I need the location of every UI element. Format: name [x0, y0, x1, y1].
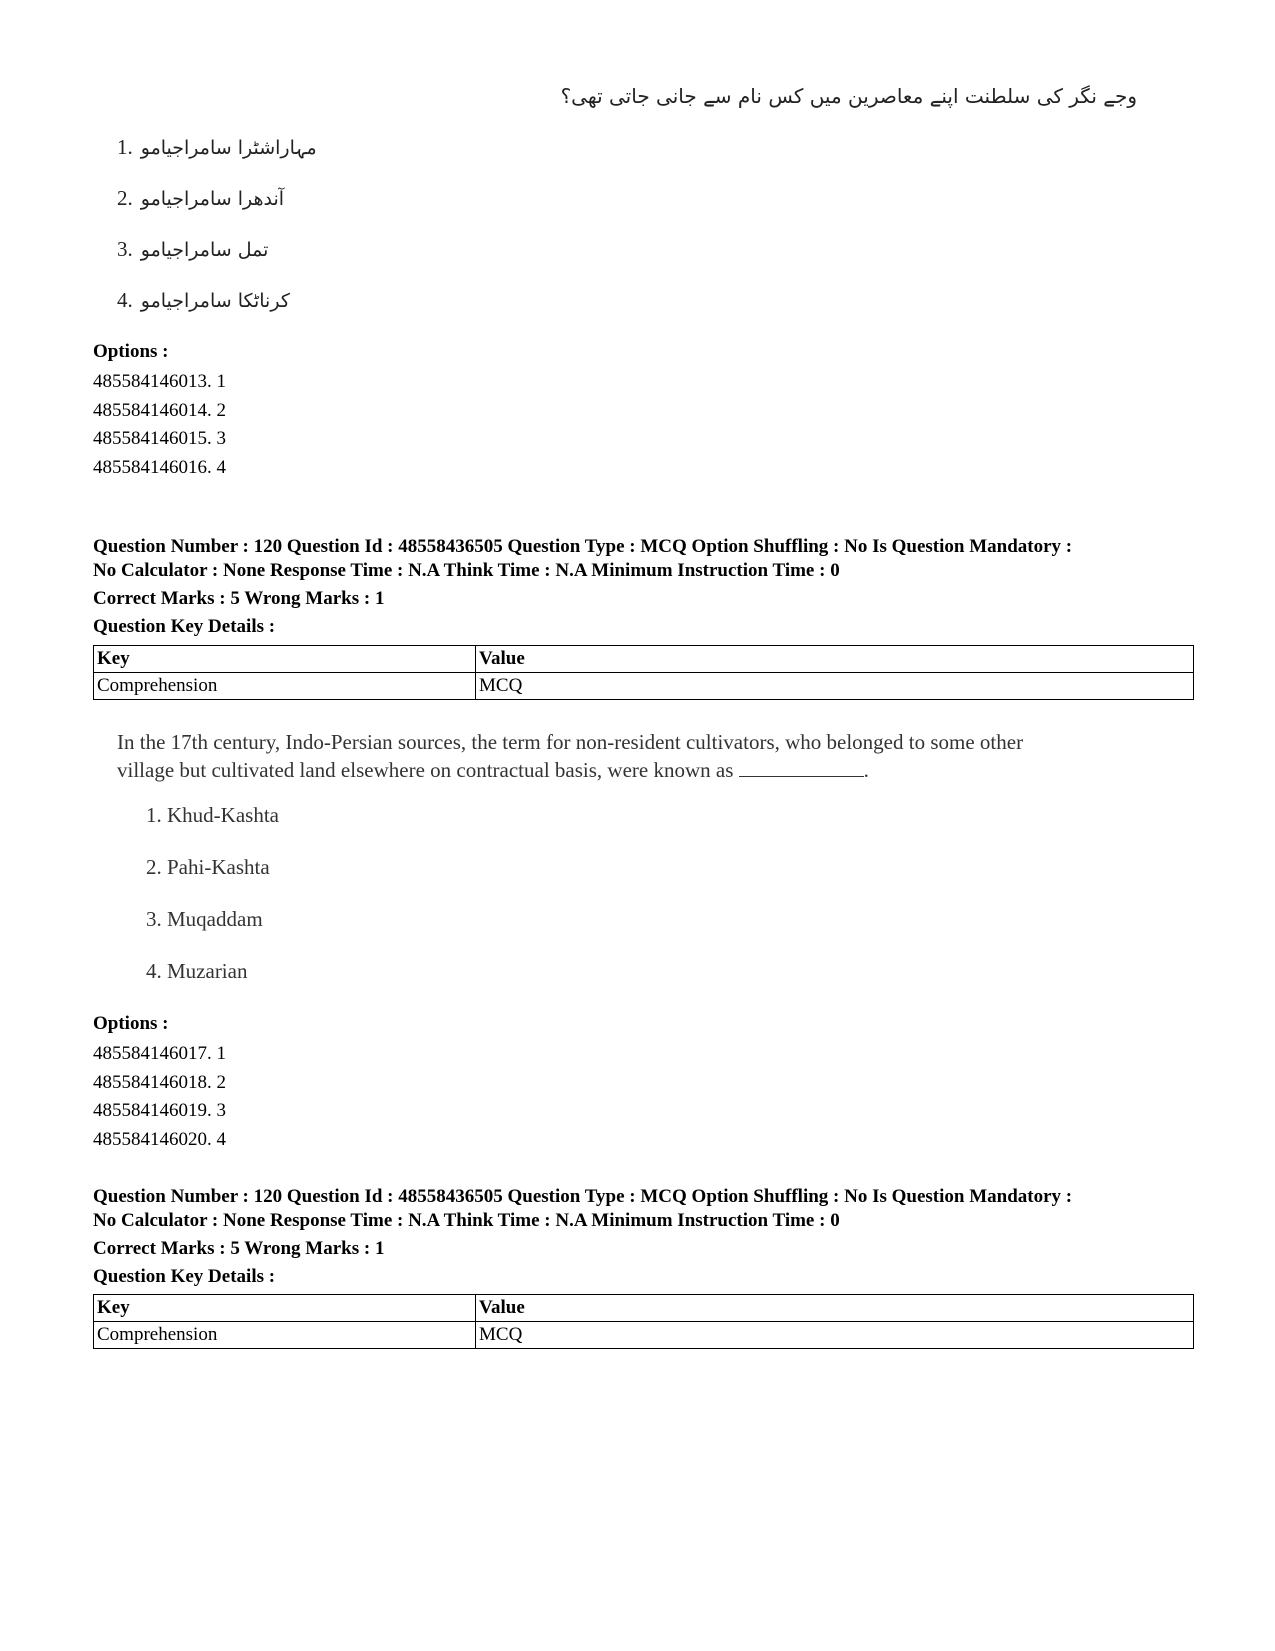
table-header-key: Key [94, 646, 476, 673]
question-stem-line-2 [117, 756, 1147, 784]
key-details-label: Question Key Details : [93, 1266, 276, 1287]
option-id: 485584146016. 4 [93, 456, 226, 478]
question-2-stem [117, 728, 1147, 784]
table-header-value: Value [476, 646, 1194, 673]
options-label: Options : [93, 1013, 169, 1034]
option-text: مہاراشٹرا سامراجیامو [140, 137, 317, 159]
options-label: Options : [93, 341, 169, 362]
marks-line: Correct Marks : 5 Wrong Marks : 1 [93, 1238, 385, 1259]
option-id: 485584146013. 1 [93, 371, 226, 392]
question-2-options-block [93, 1012, 226, 1154]
table-cell-value: MCQ [476, 1322, 1194, 1349]
option-id: 485584146017. 1 [93, 1043, 226, 1064]
option-id: 485584146020. 4 [93, 1128, 226, 1150]
option-text: کرناٹکا سامراجیامو [140, 290, 290, 312]
table-header-row [94, 646, 1194, 673]
option-number: 3. [117, 237, 133, 261]
meta-line-2: No Calculator : None Response Time : N.A Think Time : N.A Minimum Instruction Time : 0 [93, 1210, 840, 1231]
question-meta-2 [93, 1185, 1193, 1289]
table-cell-key: Comprehension [94, 1322, 476, 1349]
table-header-row [94, 1295, 1194, 1322]
table-row [94, 1322, 1194, 1349]
table-row [94, 673, 1194, 700]
stem-end: . [863, 758, 869, 782]
question-1-option-4 [117, 288, 290, 313]
meta-line-1: Question Number : 120 Question Id : 48558436505 Question Type : MCQ Option Shuffling : No Is Question Mandatory : [93, 1186, 1073, 1207]
table-cell-key: Comprehension [94, 673, 476, 700]
question-stem-line-2-text: village but cultivated land elsewhere on contractual basis, were known as [117, 758, 734, 782]
meta-line-2: No Calculator : None Response Time : N.A Think Time : N.A Minimum Instruction Time : 0 [93, 560, 840, 581]
key-details-table [93, 645, 1194, 700]
option-number: 1. [117, 135, 133, 159]
key-details-label: Question Key Details : [93, 616, 276, 637]
question-stem-line-1: In the 17th century, Indo-Persian sources, the term for non-resident cultivators, who belonged to some other [117, 730, 1024, 754]
question-2-option-4: 4. Muzarian [146, 959, 248, 983]
table-header-key: Key [94, 1295, 476, 1322]
question-1-stem: وجے نگر کی سلطنت اپنے معاصرین میں کس نام سے جانی جاتی تھی؟ [560, 84, 1137, 108]
option-number: 2. [117, 186, 133, 210]
question-2-option-2: 2. Pahi-Kashta [146, 855, 270, 879]
question-1-option-3 [117, 237, 268, 262]
option-id: 485584146019. 3 [93, 1100, 226, 1121]
question-2-option-3: 3. Muqaddam [146, 907, 263, 931]
question-2-option-1: 1. Khud-Kashta [146, 803, 279, 827]
answer-blank [739, 758, 864, 777]
option-text: آندھرا سامراجیامو [140, 188, 285, 210]
option-text: تمل سامراجیامو [140, 239, 269, 261]
option-id: 485584146015. 3 [93, 428, 226, 449]
table-cell-value: MCQ [476, 673, 1194, 700]
key-details-table [93, 1294, 1194, 1349]
table-header-value: Value [476, 1295, 1194, 1322]
question-1-options-block [93, 340, 226, 482]
option-id: 485584146018. 2 [93, 1071, 226, 1093]
option-number: 4. [117, 288, 133, 312]
question-1-option-2 [117, 186, 284, 211]
marks-line: Correct Marks : 5 Wrong Marks : 1 [93, 588, 385, 609]
option-id: 485584146014. 2 [93, 399, 226, 421]
question-meta-1 [93, 535, 1193, 639]
meta-line-1: Question Number : 120 Question Id : 48558436505 Question Type : MCQ Option Shuffling : No Is Question Mandatory : [93, 536, 1073, 557]
question-1-option-1 [117, 135, 317, 160]
